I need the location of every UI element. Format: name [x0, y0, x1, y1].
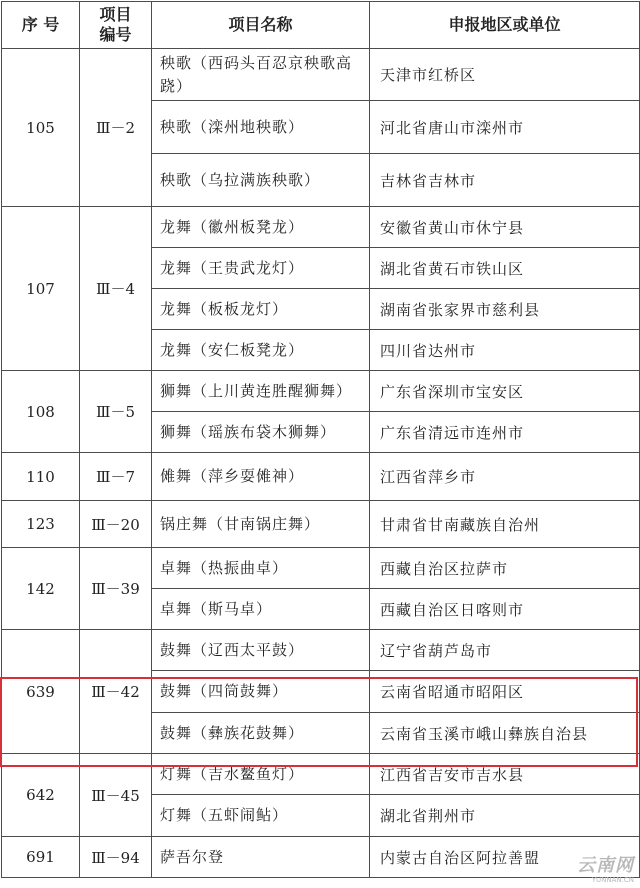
project-code-cell: Ⅲ－39: [80, 548, 152, 630]
project-name-cell: 秧歌（滦州地秧歌）: [152, 101, 370, 154]
project-name-cell: 锅庄舞（甘南锅庄舞）: [152, 501, 370, 548]
region-cell: 湖北省荆州市: [370, 795, 640, 837]
region-cell: 河北省唐山市滦州市: [370, 101, 640, 154]
region-cell: 湖南省张家界市慈利县: [370, 289, 640, 330]
project-name-cell: 灯舞（五虾闹鲇）: [152, 795, 370, 837]
table-row: [2, 453, 640, 501]
region-cell: 西藏自治区日喀则市: [370, 589, 640, 630]
project-name-cell: 龙舞（板板龙灯）: [152, 289, 370, 330]
project-name-cell: 秧歌（乌拉满族秧歌）: [152, 154, 370, 207]
region-cell: 西藏自治区拉萨市: [370, 548, 640, 589]
region-cell: 吉林省吉林市: [370, 154, 640, 207]
project-code-cell: Ⅲ－4: [80, 207, 152, 371]
region-cell: 安徽省黄山市休宁县: [370, 207, 640, 248]
project-name-cell: 鼓舞（彝族花鼓舞）: [152, 713, 370, 754]
project-name-cell: 卓舞（斯马卓）: [152, 589, 370, 630]
table-row: [2, 501, 640, 548]
table-row: [2, 754, 640, 795]
project-code-cell: Ⅲ－7: [80, 453, 152, 501]
project-name-cell: 鼓舞（四筒鼓舞）: [152, 671, 370, 713]
watermark: [577, 857, 634, 884]
region-cell: 天津市红桥区: [370, 49, 640, 101]
project-name-cell: 龙舞（安仁板凳龙）: [152, 330, 370, 371]
table-row: [2, 630, 640, 671]
heritage-list-table: [1, 1, 640, 878]
watermark-sub-text: YUNNAN.CN: [591, 876, 634, 884]
table-row: [2, 207, 640, 248]
region-cell: 内蒙古自治区阿拉善盟: [370, 837, 640, 878]
serial-number-cell: 108: [2, 371, 80, 453]
project-name-cell: 鼓舞（辽西太平鼓）: [152, 630, 370, 671]
serial-number-cell: 110: [2, 453, 80, 501]
serial-number-cell: 142: [2, 548, 80, 630]
region-cell: 江西省吉安市吉水县: [370, 754, 640, 795]
region-cell: 辽宁省葫芦岛市: [370, 630, 640, 671]
serial-number-cell: 107: [2, 207, 80, 371]
project-code-cell: Ⅲ－45: [80, 754, 152, 837]
region-cell: 云南省昭通市昭阳区: [370, 671, 640, 713]
project-code-cell: Ⅲ－42: [80, 630, 152, 754]
table-row: [2, 548, 640, 589]
table-row: [2, 371, 640, 412]
project-code-cell: Ⅲ－2: [80, 49, 152, 207]
region-cell: 云南省玉溪市峨山彝族自治县: [370, 713, 640, 754]
region-cell: 广东省清远市连州市: [370, 412, 640, 453]
header-code: [80, 2, 152, 49]
project-name-cell: 卓舞（热振曲卓）: [152, 548, 370, 589]
serial-number-cell: 642: [2, 754, 80, 837]
region-cell: 甘肃省甘南藏族自治州: [370, 501, 640, 548]
project-code-cell: Ⅲ－5: [80, 371, 152, 453]
serial-number-cell: 691: [2, 837, 80, 878]
header-project-name: 项目名称: [152, 2, 370, 49]
project-name-cell: 秧歌（西码头百忍京秧歌高跷）: [152, 49, 370, 101]
serial-number-cell: 123: [2, 501, 80, 548]
project-name-cell: 狮舞（上川黄连胜醒狮舞）: [152, 371, 370, 412]
project-name-cell: 萨吾尔登: [152, 837, 370, 878]
region-cell: 湖北省黄石市铁山区: [370, 248, 640, 289]
region-cell: 江西省萍乡市: [370, 453, 640, 501]
region-cell: 广东省深圳市宝安区: [370, 371, 640, 412]
watermark-logo-text: 云南网: [577, 855, 634, 876]
serial-number-cell: 639: [2, 630, 80, 754]
project-name-cell: 傩舞（萍乡耍傩神）: [152, 453, 370, 501]
project-name-cell: 灯舞（吉水鳌鱼灯）: [152, 754, 370, 795]
project-code-cell: Ⅲ－20: [80, 501, 152, 548]
project-name-cell: 狮舞（瑶族布袋木狮舞）: [152, 412, 370, 453]
region-cell: 四川省达州市: [370, 330, 640, 371]
project-name-cell: 龙舞（徽州板凳龙）: [152, 207, 370, 248]
header-serial: 序 号: [2, 2, 80, 49]
table-row: [2, 837, 640, 878]
project-name-cell: 龙舞（王贵武龙灯）: [152, 248, 370, 289]
serial-number-cell: 105: [2, 49, 80, 207]
table-row: [2, 49, 640, 101]
header-region: 申报地区或单位: [370, 2, 640, 49]
header-code-text: 项目 编号: [99, 5, 132, 44]
project-code-cell: Ⅲ－94: [80, 837, 152, 878]
header-row: [2, 2, 640, 49]
